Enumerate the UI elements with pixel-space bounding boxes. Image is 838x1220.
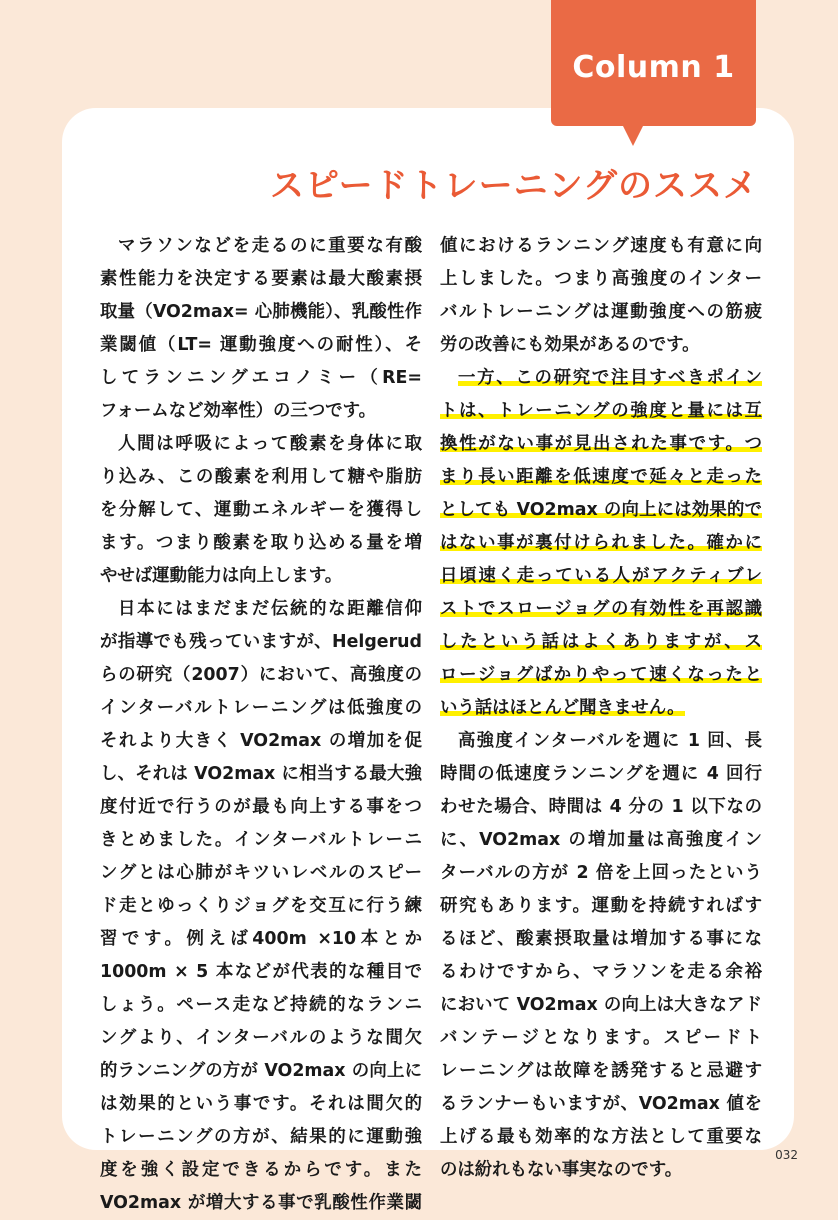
text-line (440, 659, 762, 692)
text-span: 上げる最も効率的な方法として重要な (440, 1127, 762, 1147)
text-span: マラソンなどを走るのに重要な有酸 (118, 236, 422, 256)
text-span: し、それは VO2max に相当する最大強 (100, 764, 422, 784)
text-span: 取量（VO2max= 心肺機能）、乳酸性作 (100, 302, 422, 322)
text-line (440, 593, 762, 626)
text-line (100, 758, 422, 791)
text-line (100, 692, 422, 725)
text-span: ド走とゆっくりジョグを交互に行う練 (100, 896, 422, 916)
text-line (100, 923, 422, 956)
text-line (440, 890, 762, 923)
text-line (440, 527, 762, 560)
text-span: それより大きく VO2max の増加を促 (100, 731, 422, 751)
text-line (440, 725, 762, 758)
text-line (100, 725, 422, 758)
text-span: してランニングエコノミー（RE= (100, 368, 422, 388)
text-line (440, 791, 762, 824)
text-line (100, 989, 422, 1022)
text-span: 研究もあります。運動を持続すればす (440, 896, 762, 916)
text-span: フォームなど効率性）の三つです。 (100, 401, 376, 421)
text-line (440, 230, 762, 263)
text-span: のは紛れもない事実なのです。 (440, 1160, 683, 1180)
text-span: インターバルトレーニングは低強度の (100, 698, 422, 718)
text-line (100, 1055, 422, 1088)
text-line (440, 263, 762, 296)
text-span: 人間は呼吸によって酸素を身体に取 (118, 434, 422, 454)
text-span: るほど、酸素摂取量は増加する事にな (440, 929, 762, 949)
text-line (440, 395, 762, 428)
text-line (100, 593, 422, 626)
text-span: ます。つまり酸素を取り込める量を増 (100, 533, 422, 553)
text-line (100, 791, 422, 824)
text-line (440, 296, 762, 329)
text-span: 上しました。つまり高強度のインター (440, 269, 762, 289)
text-span: るランナーもいますが、VO2max 値を (440, 1094, 762, 1114)
text-span: わせた場合、時間は 4 分の 1 以下なの (440, 797, 762, 817)
text-span: ターバルの方が 2 倍を上回ったという (440, 863, 762, 883)
text-span: 素性能力を決定する要素は最大酸素摂 (100, 269, 422, 289)
text-span: きとめました。インターバルトレーニ (100, 830, 422, 850)
article-title: スピードトレーニングのススメ (270, 166, 758, 206)
text-span: バンテージとなります。スピードト (440, 1028, 762, 1048)
text-line (100, 1088, 422, 1121)
text-span: VO2max が増大する事で乳酸性作業閾 (100, 1193, 422, 1213)
text-line (440, 1121, 762, 1154)
text-span: において VO2max の向上は大きなアド (440, 995, 762, 1015)
text-line (440, 956, 762, 989)
left-text-column (100, 230, 422, 1220)
text-span: 労の改善にも効果があるのです。 (440, 335, 700, 355)
highlighted-text: としても VO2max の向上には効果的で (440, 500, 762, 520)
text-span: 度付近で行うのが最も向上する事をつ (100, 797, 422, 817)
highlighted-text: ストでスロージョグの有効性を再認識 (440, 599, 762, 619)
highlighted-text: まり長い距離を低速度で延々と走った (440, 467, 762, 487)
text-span: やせば運動能力は向上します。 (100, 566, 343, 586)
text-line (100, 857, 422, 890)
text-line (100, 890, 422, 923)
highlighted-text: 日頃速く走っている人がアクティブレ (440, 566, 762, 586)
text-line (100, 527, 422, 560)
text-span: 1000m × 5 本などが代表的な種目で (100, 962, 422, 982)
text-line (100, 1154, 422, 1187)
text-span: 日本にはまだまだ伝統的な距離信仰 (118, 599, 422, 619)
text-span: は効果的という事です。それは間欠的 (100, 1094, 422, 1114)
text-span: しょう。ペース走など持続的なランニ (100, 995, 422, 1015)
text-line (440, 989, 762, 1022)
highlighted-text: 一方、この研究で注目すべきポイン (458, 368, 762, 388)
highlighted-text: ロージョグばかりやって速くなったと (440, 665, 762, 685)
text-span: 値におけるランニング速度も有意に向 (440, 236, 762, 256)
text-line (100, 329, 422, 362)
highlighted-text: トは、トレーニングの強度と量には互 (440, 401, 762, 421)
text-span: トレーニングの方が、結果的に運動強 (100, 1127, 422, 1147)
highlighted-text: はない事が裏付けられました。確かに (440, 533, 762, 553)
text-line (100, 1121, 422, 1154)
text-line (440, 923, 762, 956)
text-span: を分解して、運動エネルギーを獲得し (100, 500, 422, 520)
text-span: 業閾値（LT= 運動強度への耐性）、そ (100, 335, 422, 355)
text-span: らの研究（2007）において、高強度の (100, 665, 422, 685)
text-line (440, 494, 762, 527)
text-line (100, 263, 422, 296)
text-line (100, 626, 422, 659)
text-line (440, 329, 762, 362)
text-line (440, 560, 762, 593)
text-span: レーニングは故障を誘発すると忌避す (440, 1061, 762, 1081)
text-line (440, 1022, 762, 1055)
text-span: ングより、インターバルのような間欠 (100, 1028, 422, 1048)
right-text-column (440, 230, 762, 1187)
text-span: り込み、この酸素を利用して糖や脂肪 (100, 467, 422, 487)
text-line (100, 1022, 422, 1055)
text-line (440, 428, 762, 461)
text-line (440, 1088, 762, 1121)
text-span: 時間の低速度ランニングを週に 4 回行 (440, 764, 762, 784)
text-span: が指導でも残っていますが、Helgerud (100, 632, 422, 652)
text-line (440, 857, 762, 890)
text-line (440, 626, 762, 659)
text-line (100, 560, 422, 593)
text-line (440, 1055, 762, 1088)
text-line (100, 296, 422, 329)
text-line (100, 461, 422, 494)
text-span: るわけですから、マラソンを走る余裕 (440, 962, 762, 982)
text-span: バルトレーニングは運動強度への筋疲 (440, 302, 762, 322)
column-tab-pointer (622, 124, 644, 146)
highlighted-text: したという話はよくありますが、ス (440, 632, 762, 652)
text-line (100, 824, 422, 857)
text-line (100, 494, 422, 527)
text-line (100, 659, 422, 692)
text-span: 度を強く設定できるからです。また (100, 1160, 422, 1180)
text-line (100, 956, 422, 989)
text-span: 習です。例えば400m ×10本とか (100, 929, 422, 949)
text-span: ングとは心肺がキツいレベルのスピー (100, 863, 422, 883)
text-line (100, 395, 422, 428)
text-line (100, 428, 422, 461)
text-span: 的ランニングの方が VO2max の向上に (100, 1061, 422, 1081)
highlighted-text: 換性がない事が見出された事です。つ (440, 434, 762, 454)
text-line (440, 362, 762, 395)
text-line (440, 758, 762, 791)
text-span: 高強度インターバルを週に 1 回、長 (458, 731, 762, 751)
text-line (440, 461, 762, 494)
text-line (440, 692, 762, 725)
text-line (100, 230, 422, 263)
page-number: 032 (775, 1148, 798, 1162)
text-line (440, 1154, 762, 1187)
text-span: に、VO2max の増加量は高強度イン (440, 830, 762, 850)
text-line (100, 1187, 422, 1220)
column-tab-label: Column 1 (572, 50, 735, 85)
text-line (440, 824, 762, 857)
highlighted-text: いう話はほとんど聞きません。 (440, 698, 685, 718)
text-line (100, 362, 422, 395)
